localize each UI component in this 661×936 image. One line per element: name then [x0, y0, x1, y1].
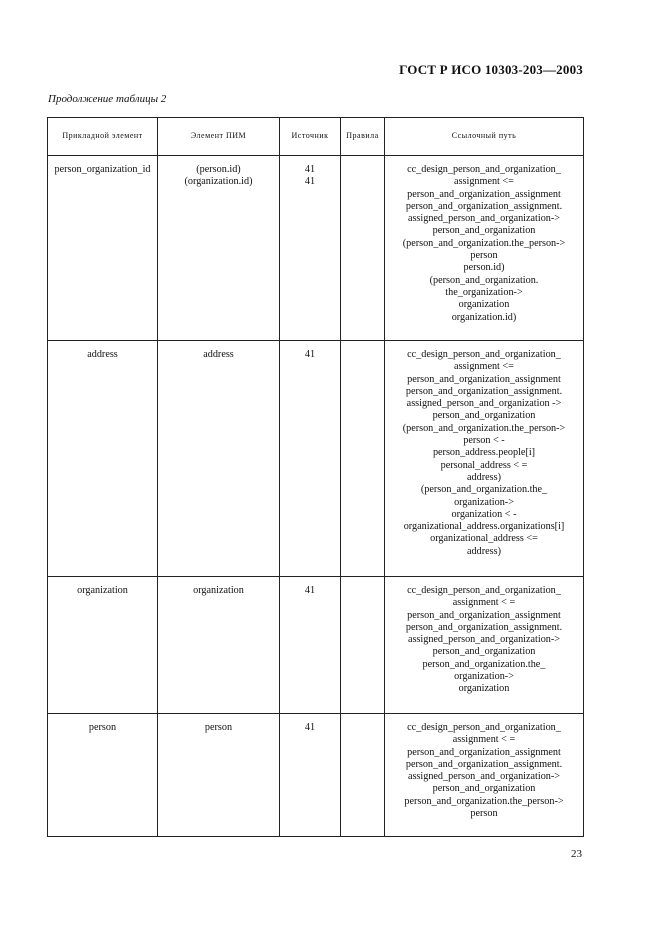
- source-cell: [280, 341, 341, 577]
- path-line: person_address.people[i]: [432, 447, 536, 459]
- table-caption: Продолжение таблицы 2: [48, 93, 167, 105]
- mapping-table: [47, 117, 584, 837]
- path-line: organizational_address <=: [430, 533, 538, 545]
- app-element-cell: person_organization_id: [48, 156, 158, 341]
- path-line: person.id): [463, 262, 505, 274]
- source-line: 41: [304, 349, 316, 360]
- path-line: person: [470, 808, 498, 820]
- document-header: ГОСТ Р ИСО 10303-203—2003: [399, 62, 583, 77]
- path-line: organization.id): [451, 311, 517, 323]
- path-line: person_and_organization_assignment: [407, 373, 561, 385]
- table-header-row: [48, 118, 584, 156]
- path-line: address): [467, 545, 501, 557]
- column-header-source: Источник: [280, 118, 341, 156]
- pim-element-line: organization: [193, 585, 244, 596]
- source-cell: [280, 577, 341, 714]
- path-line: assigned_person_and_organization ->: [406, 398, 562, 410]
- path-line: organization: [458, 299, 510, 311]
- table-row: [48, 156, 584, 341]
- pim-element-cell: [158, 714, 280, 837]
- rules-cell: [341, 156, 385, 341]
- path-line: cc_design_person_and_organization_: [407, 585, 561, 596]
- column-header-reference-path: Ссылочный путь: [385, 118, 584, 156]
- path-line: assignment <=: [454, 176, 514, 188]
- path-line: (person_and_organization.the_person->: [402, 422, 566, 434]
- path-line: organization: [458, 683, 510, 695]
- pim-element-line: (person.id): [196, 164, 241, 175]
- path-line: person_and_organization: [432, 646, 536, 658]
- column-header-rules: Правила: [341, 118, 385, 156]
- path-line: organizational_address.organizations[i]: [403, 521, 565, 533]
- source-line: 41: [304, 164, 316, 175]
- path-line: person_and_organization.the_: [422, 658, 546, 670]
- rules-cell: [341, 577, 385, 714]
- page-number: 23: [571, 848, 582, 860]
- pim-element-cell: [158, 341, 280, 577]
- path-line: organization->: [454, 671, 514, 683]
- path-line: person_and_organization_assignment: [407, 609, 561, 621]
- path-line: person_and_organization.the_person->: [404, 795, 564, 807]
- path-line: assignment < =: [452, 597, 516, 609]
- app-element-cell: person: [48, 714, 158, 837]
- path-line: address): [467, 471, 501, 483]
- reference-path-cell: [385, 156, 584, 341]
- path-line: the_organization->: [445, 286, 523, 298]
- source-cell: [280, 156, 341, 341]
- reference-path-cell: [385, 577, 584, 714]
- path-line: (person_and_organization.the_person->: [402, 237, 566, 249]
- path-line: person < -: [463, 435, 505, 447]
- path-line: person_and_organization: [432, 225, 536, 237]
- table-row: [48, 714, 584, 837]
- pim-element-line: person: [204, 722, 233, 733]
- path-line: person_and_organization_assignment.: [405, 385, 563, 397]
- path-line: cc_design_person_and_organization_: [407, 722, 561, 733]
- table-row: [48, 341, 584, 577]
- path-line: person_and_organization: [432, 783, 536, 795]
- path-line: person_and_organization_assignment.: [405, 758, 563, 770]
- source-line: 41: [304, 176, 316, 188]
- path-line: assigned_person_and_organization->: [407, 771, 561, 783]
- path-line: organization < -: [451, 508, 517, 520]
- path-line: assigned_person_and_organization->: [407, 213, 561, 225]
- pim-element-cell: [158, 156, 280, 341]
- path-line: person: [470, 250, 498, 262]
- path-line: personal_address < =: [440, 459, 528, 471]
- source-cell: [280, 714, 341, 837]
- rules-cell: [341, 714, 385, 837]
- pim-element-cell: [158, 577, 280, 714]
- table-row: [48, 577, 584, 714]
- column-header-pim-element: Элемент ПИМ: [158, 118, 280, 156]
- path-line: person_and_organization_assignment.: [405, 621, 563, 633]
- path-line: person_and_organization_assignment: [407, 188, 561, 200]
- path-line: person_and_organization_assignment.: [405, 200, 563, 212]
- reference-path-cell: [385, 341, 584, 577]
- path-line: person_and_organization_assignment: [407, 746, 561, 758]
- path-line: assignment <=: [454, 361, 514, 373]
- rules-cell: [341, 341, 385, 577]
- app-element-cell: address: [48, 341, 158, 577]
- path-line: cc_design_person_and_organization_: [407, 349, 561, 360]
- source-line: 41: [304, 585, 316, 596]
- reference-path-cell: [385, 714, 584, 837]
- column-header-app-element: Прикладной элемент: [48, 118, 158, 156]
- app-element-cell: organization: [48, 577, 158, 714]
- pim-element-line: (organization.id): [184, 176, 253, 188]
- path-line: person_and_organization: [432, 410, 536, 422]
- path-line: cc_design_person_and_organization_: [407, 164, 561, 175]
- path-line: assignment < =: [452, 734, 516, 746]
- path-line: assigned_person_and_organization->: [407, 634, 561, 646]
- path-line: organization->: [454, 496, 514, 508]
- pim-element-line: address: [203, 349, 234, 360]
- source-line: 41: [304, 722, 316, 733]
- path-line: (person_and_organization.: [429, 274, 539, 286]
- path-line: (person_and_organization.the_: [420, 484, 548, 496]
